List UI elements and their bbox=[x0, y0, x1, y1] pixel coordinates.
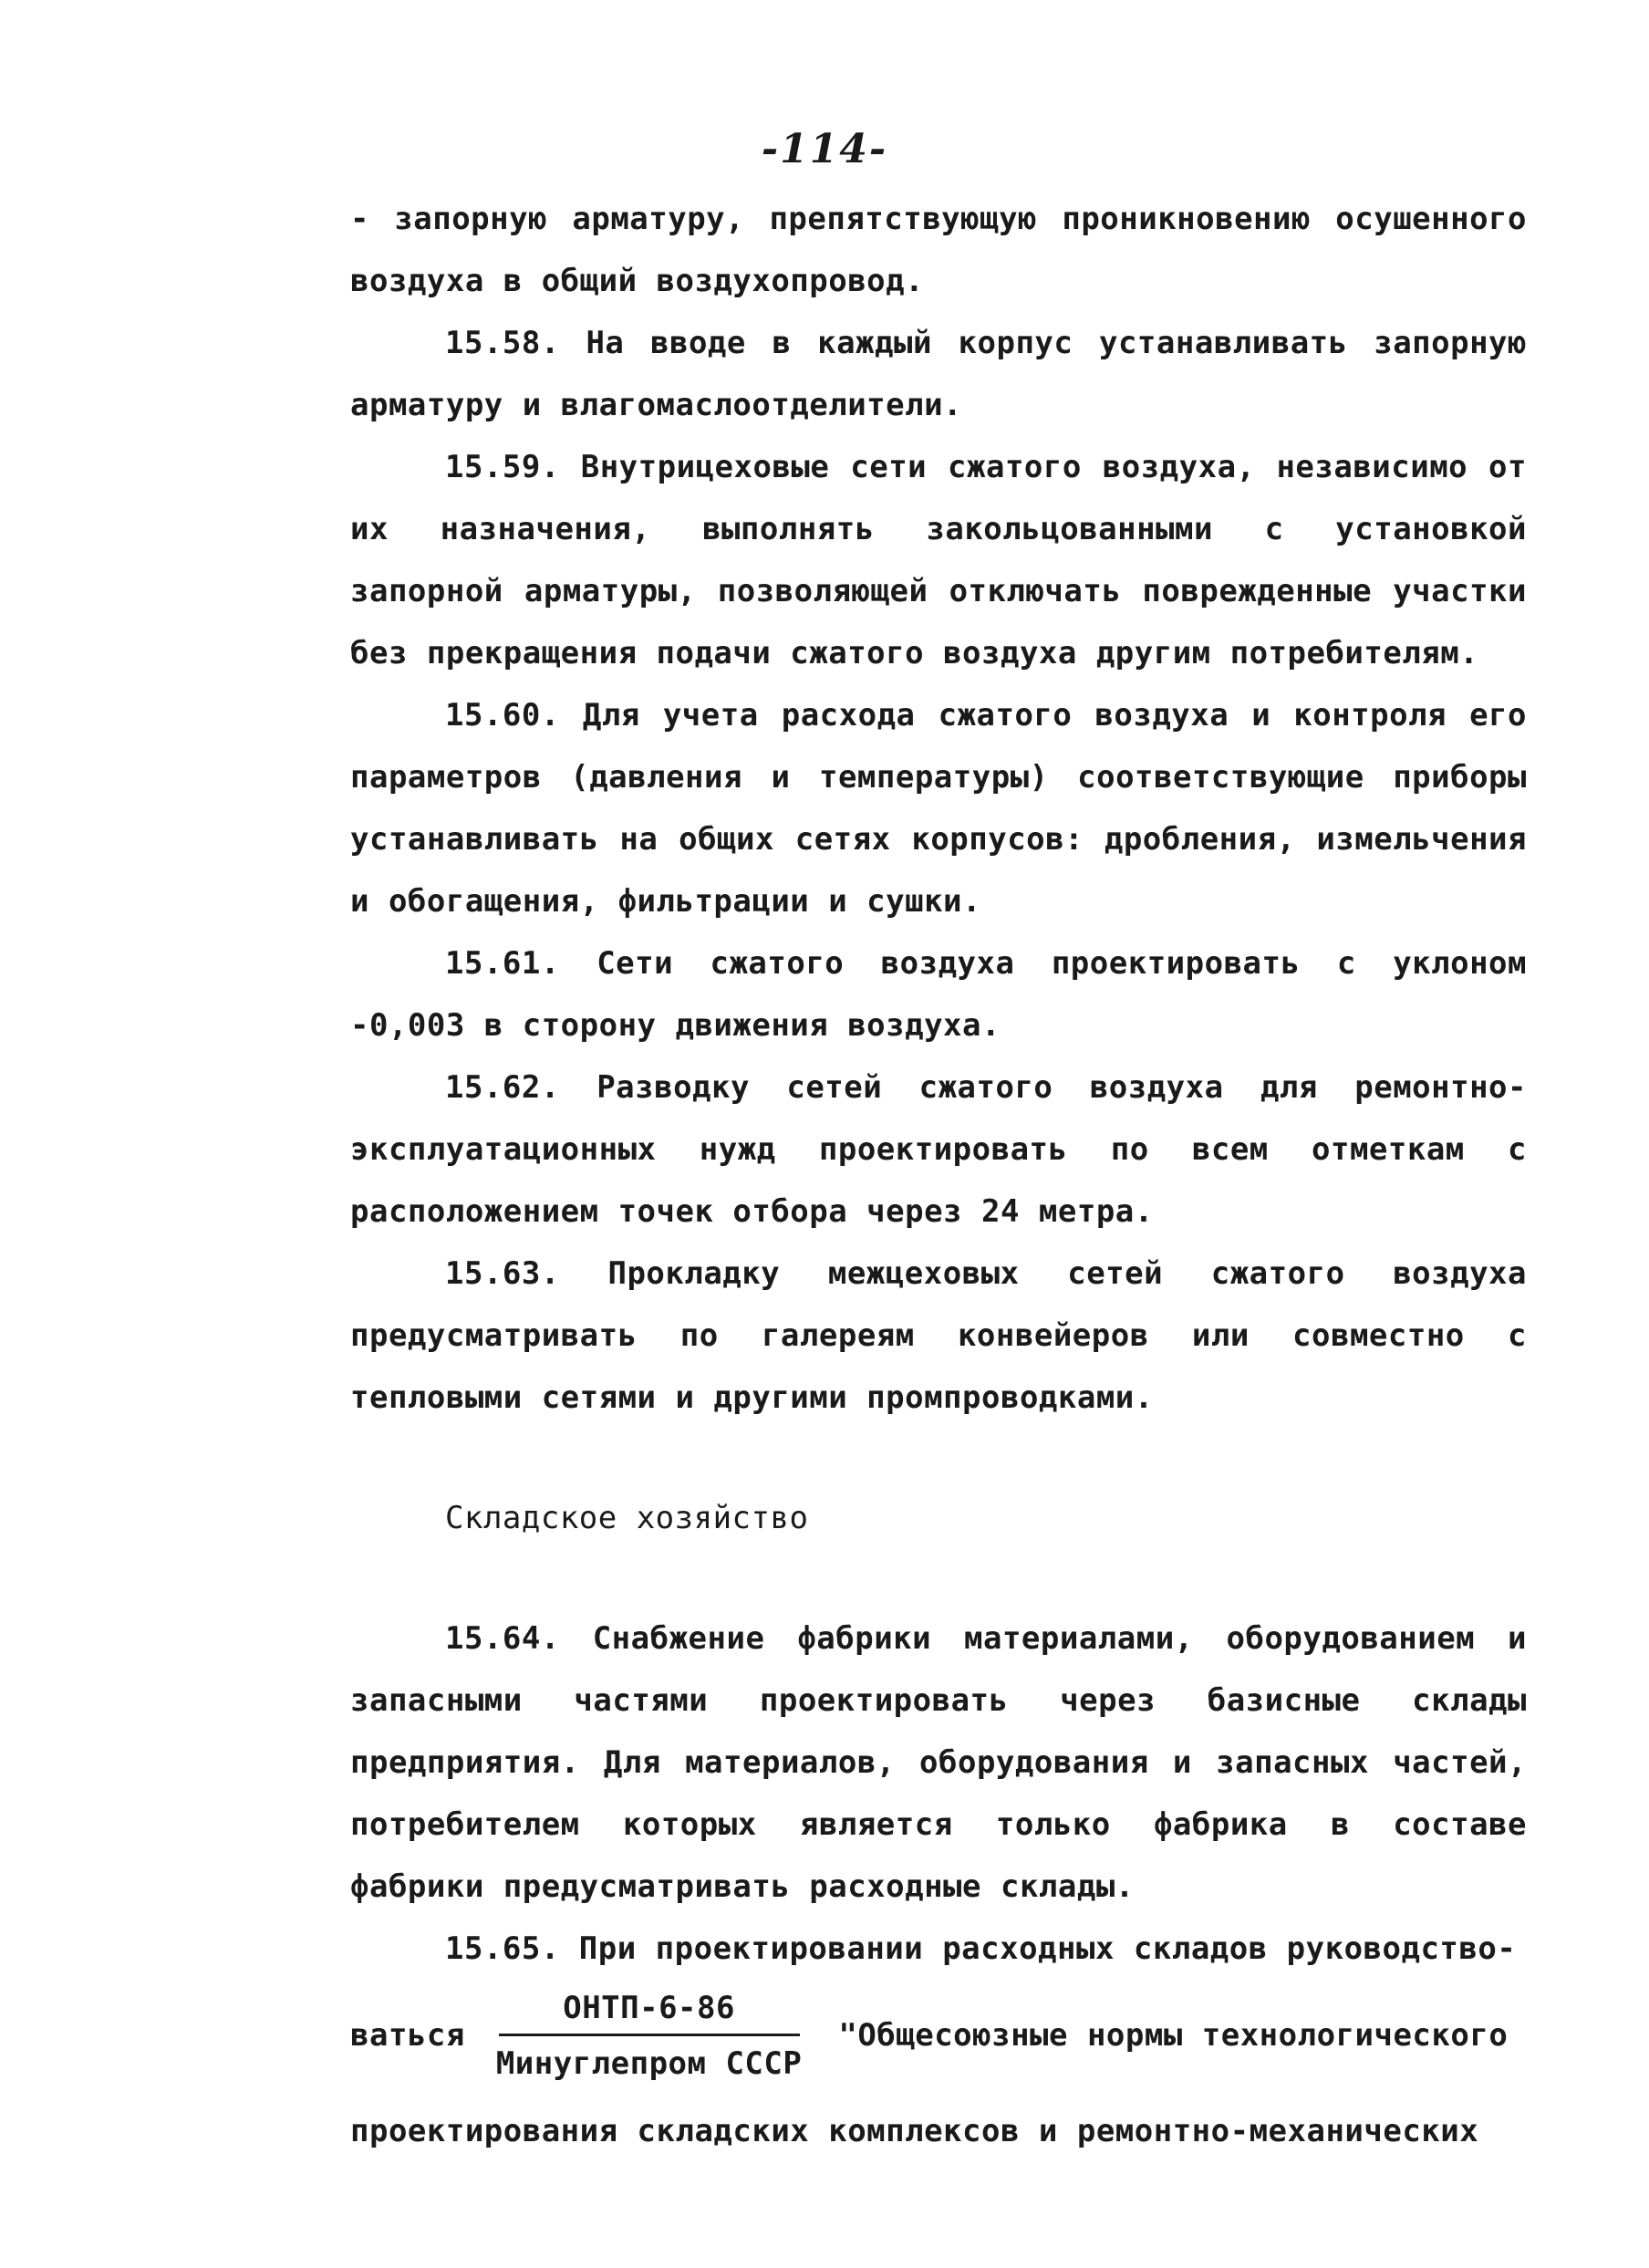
document-body bbox=[350, 188, 1527, 2162]
fraction-reference-line bbox=[350, 1976, 1527, 2095]
paragraph-15-61: 15.61. Сети сжатого воздуха проектировать с уклоном -0,003 в сторону движения воздуха. bbox=[350, 945, 1527, 1044]
fraction-tail-text: "Общесоюзные нормы технологического bbox=[838, 2017, 1509, 2054]
section-heading: Складское хозяйство bbox=[445, 1500, 809, 1536]
paragraph-15-62: 15.62. Разводку сетей сжатого воздуха для ремонтно-эксплуатационных нужд проектировать по всем отметкам с расположением точек отбора через 24 метра. bbox=[350, 1069, 1527, 1230]
paragraph-15-59: 15.59. Внутрицеховые сети сжатого воздуха, независимо от их назначения, выполнять закольцованными с установкой запорной арматуры, позволяющей отключать поврежденные участки без прекращения подачи сжатого воздуха другим потребителям. bbox=[350, 449, 1527, 671]
fraction-lead-text: ваться bbox=[350, 2017, 465, 2054]
page-number: -114- bbox=[761, 126, 888, 172]
fraction-numerator: ОНТП-6-86 bbox=[563, 1989, 735, 2026]
fraction-denominator: Минуглепром СССР bbox=[495, 2044, 803, 2082]
paragraph-15-64: 15.64. Снабжение фабрики материалами, оборудованием и запасными частями проектировать через базисные склады предприятия. Для материалов, оборудования и запасных частей, потребителем которых является только фабрика в составе фабрики предусматривать расходные склады. bbox=[350, 1620, 1527, 1905]
paragraph-intro: - запорную арматуру, препятствующую проникновению осушенного воздуха в общий воздухопровод. bbox=[350, 201, 1527, 299]
paragraph-15-58: 15.58. На вводе в каждый корпус устанавливать запорную арматуру и влагомаслоотделители. bbox=[350, 325, 1527, 423]
paragraph-last-line: проектирования складских комплексов и ремонтно-механических bbox=[350, 2113, 1479, 2149]
fraction-bar bbox=[499, 2034, 800, 2036]
standard-reference-fraction bbox=[496, 1986, 803, 2086]
paragraph-15-60: 15.60. Для учета расхода сжатого воздуха и контроля его параметров (давления и температуры) соответствующие приборы устанавливать на общих сетях корпусов: дробления, измельчения и обогащения, фильтрации и сушки. bbox=[350, 697, 1527, 920]
paragraph-15-65: 15.65. При проектировании расходных складов руководство- bbox=[445, 1930, 1517, 1967]
paragraph-15-63: 15.63. Прокладку межцеховых сетей сжатого воздуха предусматривать по галереям конвейеров или совместно с тепловыми сетями и другими промпроводками. bbox=[350, 1255, 1527, 1416]
